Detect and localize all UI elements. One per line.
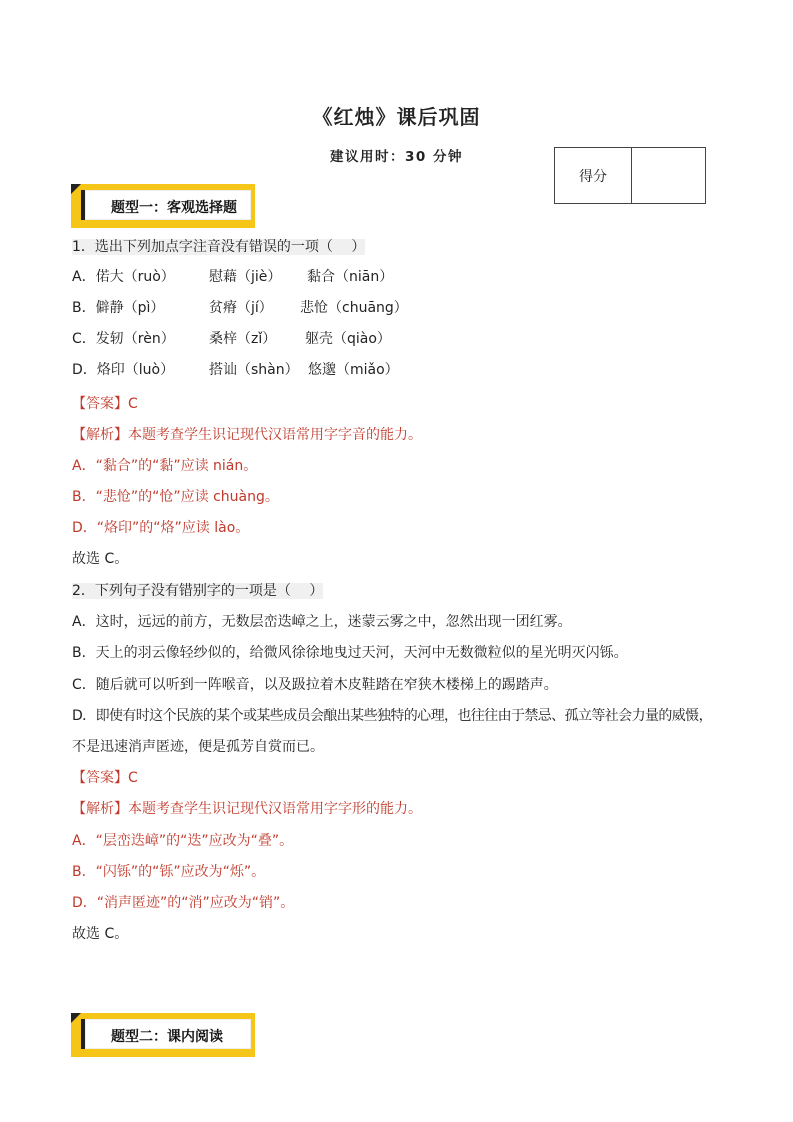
score-blank [632,148,705,203]
q2-option-b: B．天上的羽云像轻纱似的，给微风徐徐地曳过天河，天河中无数微粒似的星光明灭闪铄。 [72,645,628,661]
q1-note-b: B．“悲怆”的“怆”应读 chuàng。 [72,489,279,505]
section-title-2: 题型二：课内阅读 [111,1029,223,1045]
q2-conclusion: 故选 C。 [72,926,129,942]
score-label: 得分 [555,148,632,203]
section-title-1: 题型一：客观选择题 [111,200,237,216]
suggested-time: 建议用时：30 分钟 [330,149,463,165]
q2-option-d: D．即使有时这个民族的某个或某些成员会酿出某些独特的心理，也往往由于禁忌、孤立等社会力量的威慑， [72,708,712,724]
q1-note-d: D．“烙印”的“烙”应读 lào。 [72,520,250,536]
question-1-stem: 1．选出下列加点字注音没有错误的一项（ ） [72,239,366,255]
section-header-2 [71,1013,255,1057]
page-title: 《红烛》课后巩固 [312,105,481,129]
q2-note-b: B．“闪铄”的“铄”应改为“烁”。 [72,864,266,880]
q2-note-a: A．“层峦迭嶂”的“迭”应改为“叠”。 [72,833,294,849]
q1-analysis: 【解析】本题考查学生识记现代汉语常用字字音的能力。 [72,427,422,443]
q1-conclusion: 故选 C。 [72,551,129,567]
q2-option-d-cont: 不是迅速消声匿迹，便是孤芳自赏而已。 [72,739,324,755]
q2-analysis: 【解析】本题考查学生识记现代汉语常用字字形的能力。 [72,801,422,817]
q2-answer: 【答案】C [72,770,138,786]
q2-option-a: A．这时，远远的前方，无数层峦迭嶂之上，迷蒙云雾之中，忽然出现一团红雾。 [72,614,572,630]
q1-note-a: A．“黏合”的“黏”应读 nián。 [72,458,258,474]
score-box [554,147,706,204]
q2-note-d: D．“消声匿迹”的“消”应改为“销”。 [72,895,295,911]
question-2-stem: 2．下列句子没有错别字的一项是（ ） [72,583,324,599]
q1-answer: 【答案】C [72,396,138,412]
section-header-1 [71,184,255,228]
q2-option-c: C．随后就可以听到一阵喉音，以及趿拉着木皮鞋踏在窄狭木楼梯上的踢踏声。 [72,677,558,693]
